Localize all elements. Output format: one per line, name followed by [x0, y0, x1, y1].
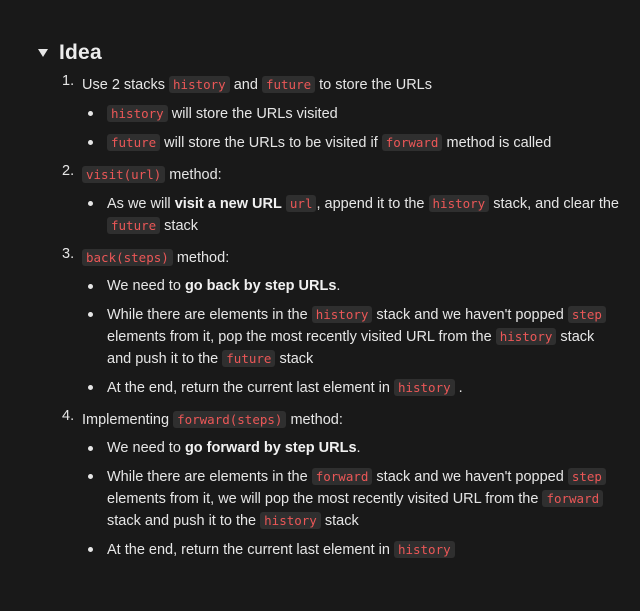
code-visit: visit(url)	[82, 166, 165, 183]
code-url: url	[286, 195, 317, 212]
bullet-item: future will store the URLs to be visited if forward method is called	[82, 132, 622, 154]
bullet-list	[82, 193, 622, 237]
code-future: future	[262, 76, 315, 93]
code-future: future	[107, 134, 160, 151]
code-future: future	[222, 350, 275, 367]
bullet-item: While there are elements in the forward stack and we haven't popped step elements from it, we will pop the most recently visited URL from the forward stack and push it to the history stack	[82, 466, 622, 532]
code-forward: forward	[382, 134, 443, 151]
toggle-block[interactable]	[30, 41, 102, 65]
bullet-dot-icon	[88, 547, 93, 552]
bullet-dot-icon	[88, 385, 93, 390]
code-step: step	[568, 306, 606, 323]
bullet-item: As we will visit a new URL url , append it to the history stack, and clear the future stack	[82, 193, 622, 237]
list-item-text: Use 2 stacks history and future to store the URLs	[82, 77, 432, 93]
list-number: 4.	[62, 408, 75, 424]
code-history: history	[394, 379, 455, 396]
list-item-text: Implementing forward(steps) method:	[82, 412, 343, 428]
code-history: history	[107, 105, 168, 122]
bullet-dot-icon	[88, 312, 93, 317]
bullet-list	[82, 276, 622, 399]
list-item-text: back(steps) method:	[82, 244, 622, 272]
code-history: history	[312, 306, 373, 323]
bullet-dot-icon	[88, 474, 93, 479]
code-history: history	[429, 195, 490, 212]
code-back: back(steps)	[82, 249, 173, 266]
bullet-item: We need to go forward by step URLs.	[82, 438, 622, 459]
list-item-1	[62, 71, 622, 154]
bullet-dot-icon	[88, 284, 93, 289]
list-item-2	[62, 161, 622, 237]
list-item-4	[62, 406, 622, 561]
bullet-dot-icon	[88, 140, 93, 145]
bullet-item: We need to go back by step URLs.	[82, 276, 622, 297]
numbered-list	[62, 71, 622, 568]
bullet-list	[82, 103, 622, 154]
bullet-dot-icon	[88, 111, 93, 116]
bullet-item: At the end, return the current last element in history	[82, 539, 622, 561]
code-history: history	[496, 328, 557, 345]
code-forward: forward	[542, 490, 603, 507]
code-future: future	[107, 217, 160, 234]
list-number: 3.	[62, 246, 75, 262]
code-forward: forward	[312, 468, 373, 485]
list-number: 1.	[62, 73, 75, 89]
bullet-item: While there are elements in the history stack and we haven't popped step elements from it, pop the most recently visited URL from the history stack and push it to the future stack	[82, 304, 622, 370]
list-item-3	[62, 244, 622, 399]
bullet-dot-icon	[88, 201, 93, 206]
code-history: history	[260, 512, 321, 529]
toggle-title: Idea	[59, 41, 102, 64]
bullet-item: history will store the URLs visited	[82, 103, 622, 125]
code-history: history	[394, 541, 455, 558]
bullet-dot-icon	[88, 446, 93, 451]
bullet-item: At the end, return the current last element in history .	[82, 377, 622, 399]
triangle-down-icon[interactable]	[38, 49, 48, 57]
code-history: history	[169, 76, 230, 93]
code-step: step	[568, 468, 606, 485]
code-forward-steps: forward(steps)	[173, 411, 286, 428]
list-number: 2.	[62, 163, 75, 179]
list-item-text: visit(url) method:	[82, 161, 622, 189]
bullet-list	[82, 438, 622, 561]
